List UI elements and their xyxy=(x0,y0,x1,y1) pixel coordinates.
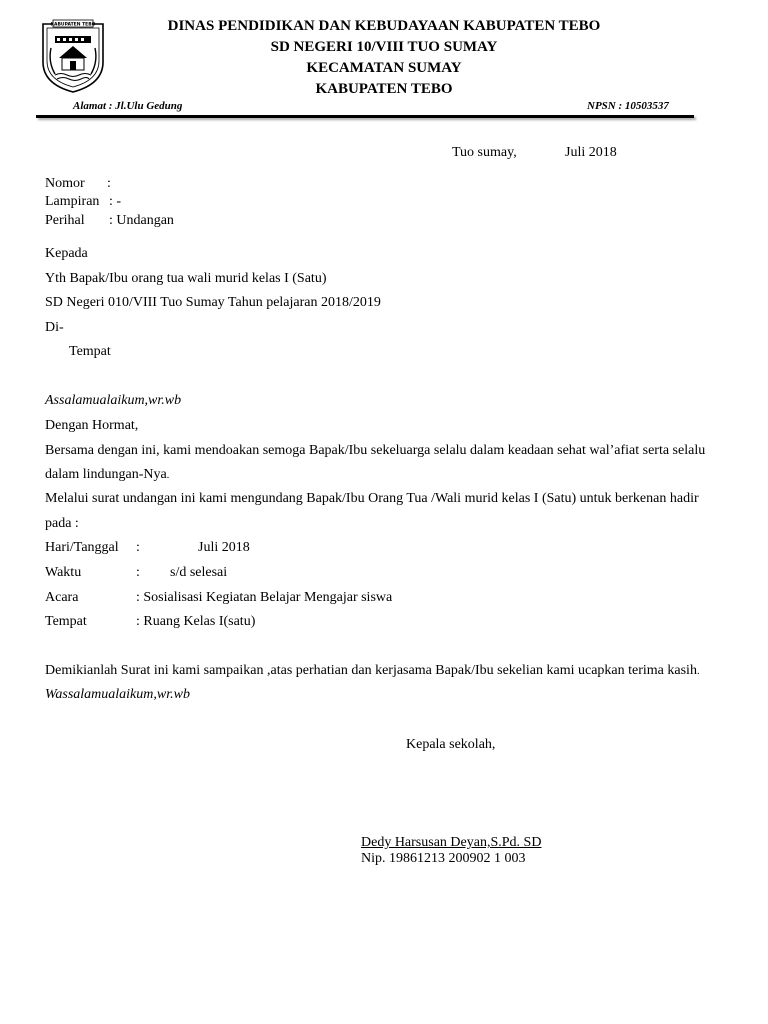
nomor-value: : xyxy=(107,176,111,191)
signatory-title: Kepala sekolah, xyxy=(406,737,496,752)
event-place-value: : Ruang Kelas I(satu) xyxy=(136,614,256,629)
event-date-value: Juli 2018 xyxy=(198,540,250,555)
letter-date: Juli 2018 xyxy=(565,145,617,160)
recipient-name: Yth Bapak/Ibu orang tua wali murid kelas I (Satu) xyxy=(45,271,327,286)
recipient-di: Di- xyxy=(45,320,64,335)
letterhead-line-regency: KABUPATEN TEBO xyxy=(315,81,453,97)
paragraph-1-line-1: Bersama dengan ini, kami mendoakan semoga Bapak/Ibu sekeluarga selalu dalam keadaan sehat wal’afiat serta selalu xyxy=(45,443,706,458)
event-agenda-label: Acara xyxy=(45,590,79,605)
perihal-value: : Undangan xyxy=(109,213,174,228)
paragraph-2-line-2: pada : xyxy=(45,516,79,531)
event-place-label: Tempat xyxy=(45,614,87,629)
signatory-nip: Nip. 19861213 200902 1 003 xyxy=(361,851,526,866)
letterhead-line-school: SD NEGERI 10/VIII TUO SUMAY xyxy=(270,39,498,55)
paragraph-2-line-1: Melalui surat undangan ini kami mengundang Bapak/Ibu Orang Tua /Wali murid kelas I (Satu) untuk berkenan hadir xyxy=(45,491,699,506)
lampiran-label: Lampiran xyxy=(45,194,100,209)
closing-greeting: Wassalamualaikum,wr.wb xyxy=(45,687,190,702)
opening-greeting: Assalamualaikum,wr.wb xyxy=(45,393,182,408)
event-time-value: s/d selesai xyxy=(170,565,228,580)
lampiran-value: : - xyxy=(109,194,122,209)
event-time-separator: : xyxy=(136,565,140,580)
event-date-separator: : xyxy=(136,540,140,555)
recipient-kepada: Kepada xyxy=(45,246,88,261)
paragraph-1-line-2: dalam lindungan-Nya. xyxy=(45,467,170,482)
letterhead-line-district: KECAMATAN SUMAY xyxy=(306,60,462,76)
closing-paragraph: Demikianlah Surat ini kami sampaikan ,atas perhatian dan kerjasama Bapak/Ibu sekelian kami ucapkan terima kasih. xyxy=(45,663,700,678)
salutation: Dengan Hormat, xyxy=(45,418,139,433)
letterhead-npsn: NPSN : 10503537 xyxy=(587,100,669,112)
signatory-name: Dedy Harsusan Deyan,S.Pd. SD xyxy=(361,835,542,850)
logo-banner-text: KABUPATEN TEBO xyxy=(50,22,96,28)
nomor-label: Nomor xyxy=(45,176,85,191)
perihal-label: Perihal xyxy=(45,213,85,228)
recipient-school: SD Negeri 010/VIII Tuo Sumay Tahun pelajaran 2018/2019 xyxy=(45,295,381,310)
event-time-label: Waktu xyxy=(45,565,82,580)
event-date-label: Hari/Tanggal xyxy=(45,540,119,555)
event-agenda-value: : Sosialisasi Kegiatan Belajar Mengajar siswa xyxy=(136,590,393,605)
letterhead-divider xyxy=(36,115,694,118)
recipient-place: Tempat xyxy=(69,344,111,359)
letter-place: Tuo sumay, xyxy=(452,145,517,160)
letterhead-address: Alamat : Jl.Ulu Gedung xyxy=(73,100,183,112)
letterhead-line-agency: DINAS PENDIDIKAN DAN KEBUDAYAAN KABUPATEN TEBO xyxy=(167,18,601,34)
